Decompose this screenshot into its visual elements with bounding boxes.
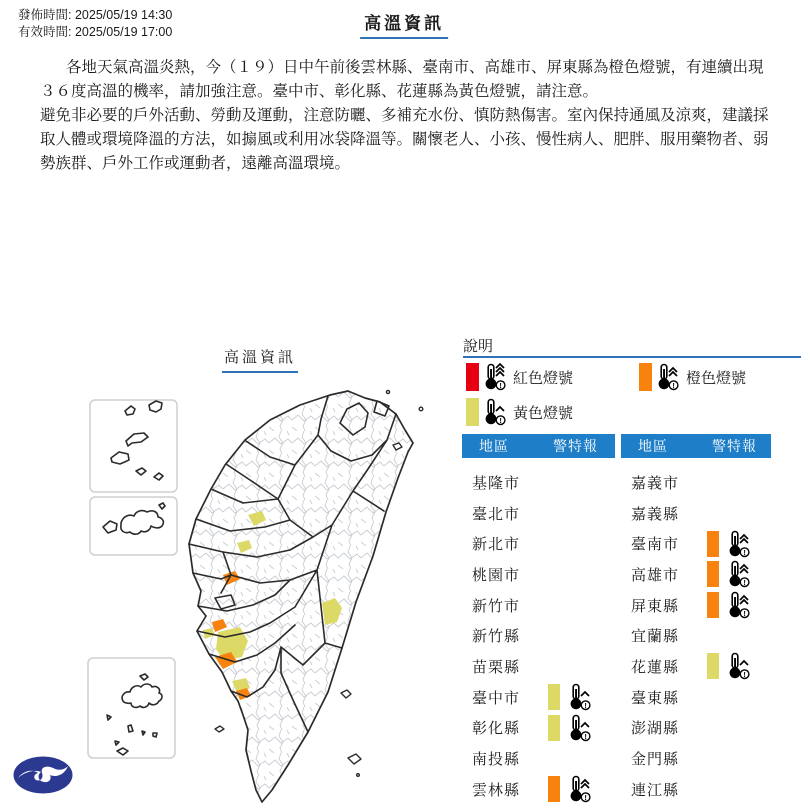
thermometer-icon <box>726 530 752 558</box>
table-row <box>462 467 615 498</box>
signal-color-box <box>707 531 719 557</box>
thermometer-icon <box>726 560 752 588</box>
signal-color-box <box>707 592 719 618</box>
map-title: 高溫資訊 <box>222 346 298 373</box>
thermometer-glyph <box>482 363 508 391</box>
valid-time <box>18 24 172 41</box>
table-row <box>462 651 615 682</box>
table-row <box>462 774 615 805</box>
signal-color-box <box>707 561 719 587</box>
thermometer-glyph <box>726 530 752 558</box>
thermometer-icon <box>655 363 681 391</box>
signal-color-box <box>548 715 560 741</box>
region-name: 基隆市 <box>472 474 521 492</box>
publish-time-value: 2025/05/19 14:30 <box>74 8 173 22</box>
region-name: 澎湖縣 <box>631 720 680 738</box>
table-row <box>462 528 615 559</box>
svg-text:!: ! <box>743 609 746 619</box>
table-row <box>462 498 615 529</box>
region-column-header: 地區 <box>479 438 509 454</box>
table-row <box>621 774 771 805</box>
table-row <box>462 682 615 713</box>
svg-text:!: ! <box>672 381 675 390</box>
svg-text:!: ! <box>743 547 746 557</box>
region-name: 嘉義市 <box>631 474 680 492</box>
thermometer-glyph <box>726 652 752 680</box>
table-row <box>621 528 771 559</box>
valid-time-label: 有效時間: <box>18 24 72 39</box>
legend-item-yellow <box>466 397 573 427</box>
thermometer-icon <box>567 683 593 711</box>
thermometer-glyph <box>567 775 593 803</box>
issue-time-block <box>18 7 172 40</box>
legend-title: 說明 <box>463 338 494 355</box>
publish-time-label: 發佈時間: <box>18 8 72 22</box>
table-row <box>621 559 771 590</box>
yellow-signal-box <box>466 398 479 426</box>
legend-item-orange <box>639 362 746 392</box>
table-row <box>621 651 771 682</box>
svg-text:!: ! <box>743 670 746 680</box>
warning-column-header: 警特報 <box>712 438 757 454</box>
table-row <box>621 467 771 498</box>
table-row <box>621 498 771 529</box>
region-table-right <box>621 467 771 805</box>
region-table-left <box>462 467 615 805</box>
region-name: 金門縣 <box>631 751 680 769</box>
region-name: 南投縣 <box>472 751 521 769</box>
summary-text <box>40 56 773 176</box>
taiwan-main-island <box>189 391 413 802</box>
table-row <box>462 743 615 774</box>
table-row <box>621 743 771 774</box>
thermometer-icon <box>482 363 508 391</box>
region-name: 臺東縣 <box>631 689 680 707</box>
svg-text:!: ! <box>584 731 587 741</box>
summary-paragraph-1: 各地天氣高溫炎熱，今（１９）日中午前後雲林縣、臺南市、高雄市、屏東縣為橙色燈號，有連續出現３６度高溫的機率，請加強注意。臺中市、彰化縣、花蓮縣為黃色燈號，請注意。 <box>40 59 764 100</box>
region-name: 苗栗縣 <box>472 658 521 676</box>
orange-signal-box <box>639 363 652 391</box>
region-name: 雲林縣 <box>472 781 521 799</box>
table-row <box>621 620 771 651</box>
region-name: 嘉義縣 <box>631 505 680 523</box>
thermometer-glyph <box>726 560 752 588</box>
thermometer-icon <box>567 714 593 742</box>
region-name: 連江縣 <box>631 781 680 799</box>
cwb-logo-icon <box>12 755 76 797</box>
signal-color-box <box>548 776 560 802</box>
region-name: 高雄市 <box>631 566 680 584</box>
table-header-right <box>621 434 771 458</box>
svg-text:!: ! <box>584 701 587 711</box>
red-signal-box <box>466 363 479 391</box>
legend-label: 橙色燈號 <box>686 369 747 387</box>
table-row <box>621 590 771 621</box>
region-name: 屏東縣 <box>631 597 680 615</box>
thermometer-glyph <box>655 363 681 391</box>
thermometer-glyph <box>567 714 593 742</box>
table-row <box>462 620 615 651</box>
svg-text:!: ! <box>584 793 587 803</box>
summary-paragraph-2: 避免非必要的戶外活動、勞動及運動，注意防曬、多補充水份、慎防熱傷害。室內保持通風及涼爽，建議採取人體或環境降溫的方法，如搧風或利用冰袋降溫等。關懷老人、小孩、慢性病人、肥胖、服用藥物者、弱勢族群、戶外工作或運動者，遠離高溫環境。 <box>40 107 769 172</box>
region-column-header: 地區 <box>638 438 668 454</box>
region-name: 新竹縣 <box>472 628 521 646</box>
region-name: 花蓮縣 <box>631 658 680 676</box>
region-name: 新北市 <box>472 536 521 554</box>
legend-label: 紅色燈號 <box>513 369 574 387</box>
table-row <box>462 590 615 621</box>
svg-text:!: ! <box>499 381 502 390</box>
region-name: 彰化縣 <box>472 720 521 738</box>
matsu-inset-box <box>90 400 177 492</box>
table-row <box>462 713 615 744</box>
page-title: 高溫資訊 <box>360 9 448 39</box>
publish-time <box>18 7 172 24</box>
thermometer-icon <box>726 591 752 619</box>
legend-divider <box>463 356 801 358</box>
legend-item-red <box>466 362 573 392</box>
warning-column-header: 警特報 <box>553 438 598 454</box>
taiwan-warning-map <box>85 385 460 810</box>
legend-label: 黃色燈號 <box>513 404 574 422</box>
thermometer-icon <box>567 775 593 803</box>
thermometer-glyph <box>567 683 593 711</box>
svg-text:!: ! <box>499 416 502 425</box>
region-name: 宜蘭縣 <box>631 628 680 646</box>
signal-color-box <box>707 653 719 679</box>
thermometer-icon <box>726 652 752 680</box>
table-row <box>621 713 771 744</box>
region-name: 臺北市 <box>472 505 521 523</box>
region-name: 桃園市 <box>472 566 521 584</box>
region-name: 新竹市 <box>472 597 521 615</box>
table-row <box>462 559 615 590</box>
svg-text:!: ! <box>743 578 746 588</box>
thermometer-icon <box>482 398 508 426</box>
region-name: 臺南市 <box>631 536 680 554</box>
table-row <box>621 682 771 713</box>
region-name: 臺中市 <box>472 689 521 707</box>
valid-time-value: 2025/05/19 17:00 <box>74 24 173 39</box>
signal-color-box <box>548 684 560 710</box>
table-header-left <box>462 434 615 458</box>
thermometer-glyph <box>726 591 752 619</box>
thermometer-glyph <box>482 398 508 426</box>
penghu-inset-box <box>88 658 175 758</box>
kinmen-inset-box <box>90 497 177 555</box>
